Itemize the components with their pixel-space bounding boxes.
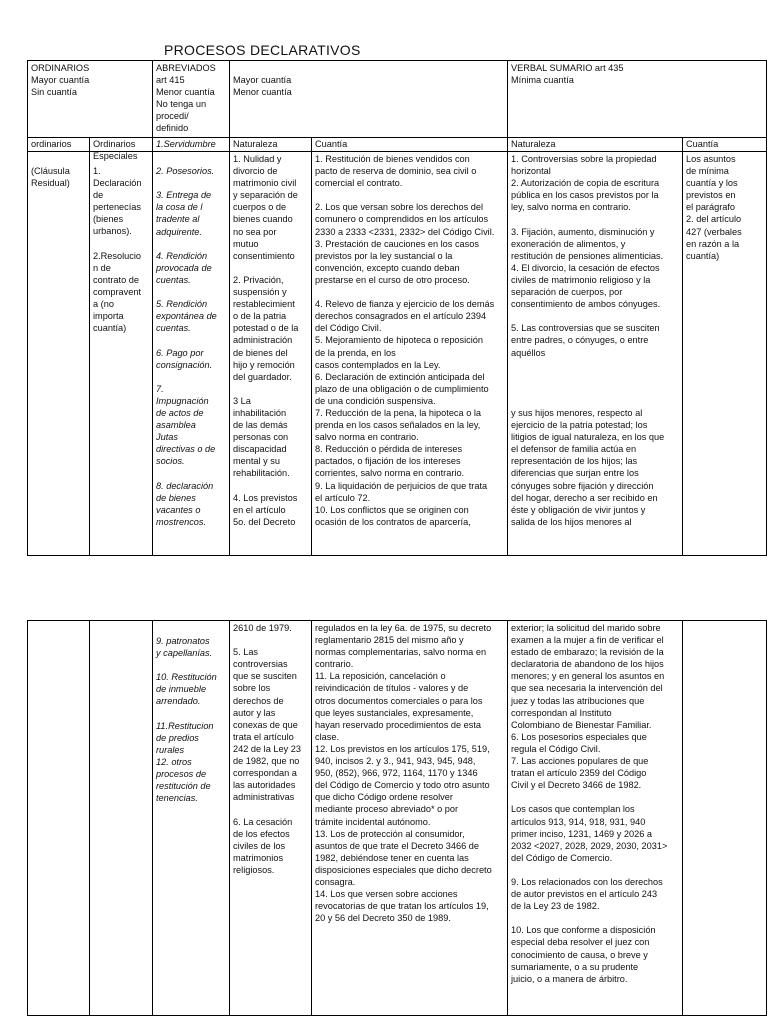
- subheader-ordinarios: ordinarios: [31, 139, 72, 149]
- subheader-naturaleza-sumario: Naturaleza: [511, 139, 556, 149]
- subheader-naturaleza-verbal: Naturaleza: [233, 139, 278, 149]
- cell-clausula-residual: (Cláusula Residual): [31, 166, 70, 189]
- p2-cell-sumario-naturaleza: exterior; la solicitud del marido sobre examen a la mujer a fin de verificar el estado de embarazo; la revisión de la declaratoria de abandono de los hijos menores; y en general los asuntos en que sea necesaria la intervención del juez y todas las atribuciones que correspondan al Instituto Colombiano de Bienestar Familiar. 6. Los posesorios especiales que regula el Código Civil. 7. Las acciones populares de que tratan el artículo 2359 del Código Civil y el Decreto 3466 de 1982. Los casos que contemplan los artículos 913, 914, 918, 931, 940 primer inciso, 1231, 1469 y 2026 a 2032 <2027, 2028, 2029, 2030, 2031> del Código de Comercio. 9. Los relacionados con los derechos de autor previstos en el artículo 243 de la Ley 23 de 1982. 10. Los que conforme a disposición especial deba resolver el juez con conocimiento de causa, o breve y sumariamente, o a su prudente juicio, o a manera de árbitro.: [511, 623, 668, 984]
- header-abreviados: ABREVIADOS art 415 Menor cuantía No tenga un procedi/ definido: [156, 63, 216, 134]
- procesos-table-page-2: [27, 620, 767, 1016]
- cell-abreviados-list: 2. Posesorios. 3. Entrega de la cosa de l tradente al adquirente. 4. Rendición provocada de cuentas. 5. Rendición expontánea de cuentas. 6. Pago por consignación. 7. Impugnación de actos de asamblea Jutas directivas o de socios. 8. declaración de bienes vacantes o mostrencos.: [156, 166, 217, 527]
- p2-col-divider-1: [89, 621, 90, 1015]
- p2-cell-verbales-naturaleza: 2610 de 1979. 5. Las controversias que se susciten sobre los derechos de autor y las conexas de que trata el artículo 242 de la Ley 23 de 1982, que no correspondan a las autoridades administrativas 6. La cesación de los efectos civiles de los matrimonios religiosos.: [233, 623, 301, 875]
- subheader-cuantia-verbal: Cuantía: [315, 139, 348, 149]
- p2-cell-verbales-cuantia: regulados en la ley 6a. de 1975, su decreto reglamentario 2815 del mismo año y normas complementarias, salvo norma en contrario. 11. La reposición, cancelación o reivindicación de títulos - valores y de otros documentos comerciales o para los que leyes sustanciales, expresamente, hayan reservado procedimientos de esta clase. 12. Los previstos en los artículos 175, 519, 940, incisos 2. y 3., 941, 943, 945, 948, 950, (852), 966, 972, 1164, 1170 y 1346 del Código de Comercio y todo otro asunto que dicho Código ordene resolver mediante proceso abreviado* o por trámite incidental autónomo. 13. Los de protección al consumidor, asuntos de que trate el Decreto 3466 de 1982, debiéndose tener en cuenta las disposiciones especiales que dicho decreto consagra. 14. Los que versen sobre acciones revocatorias de que tratan los artículos 19, 20 y 56 del Decreto 350 de 1989.: [315, 623, 492, 924]
- subheader-cuantia-sumario: Cuantía: [686, 139, 719, 149]
- p2-col-divider-6: [682, 621, 683, 1015]
- cell-verbales-naturaleza: 1. Nulidad y divorcio de matrimonio civil y separación de cuerpos o de bienes cuando no sea por mutuo consentimiento 2. Privación, suspensión y restablecimient o de la patria potestad o de la administración de bienes del hijo y remoción del guardador. 3 La inhabilitación de las demás personas con discapacidad mental y su rehabilitación. 4. Los previstos en el artículo 5o. del Decreto: [233, 154, 299, 527]
- header-verbales-title: [230, 62, 506, 74]
- header-sumario: VERBAL SUMARIO art 435 Mínima cuantía: [511, 63, 624, 86]
- p2-cell-abreviados-list: 9. patronatos y capellanías. 10. Restitución de inmueble arrendado. 11.Restitucion de predios rurales 12. otros procesos de restitución de tenencias.: [156, 636, 217, 804]
- cell-ordinarios-especiales: 1. Declaración de pertenecías (bienes urbanos). 2.Resolucio n de contrato de compravent a (no importa cuantía): [93, 166, 142, 334]
- cell-sumario-naturaleza: 1. Controversias sobre la propiedad horizontal 2. Autorización de copia de escritura pública en los casos previstos por la ley, salvo norma en contrario. 3. Fijación, aumento, disminución y exoneración de alimentos, y restitución de pensiones alimenticias. 4. El divorcio, la cesación de efectos civiles de matrimonio religioso y la separación de cuerpos, por consentimiento de ambos cónyuges. 5. Las controversias que se susciten entre padres, o cónyuges, o entre aquéllos y sus hijos menores, respecto al ejercicio de la patria potestad; los litigios de igual naturaleza, en los que el defensor de familia actúa en representación de los hijos; las diferencias que surjan entre los cónyuges sobre fijación y dirección del hogar, derecho a ser recibido en éste y obligación de vivir juntos y salida de los hijos menores al: [511, 154, 665, 527]
- header-verbales-sub: Mayor cuantía Menor cuantía: [233, 75, 292, 98]
- subheader-servidumbre: 1.Servidumbre: [156, 139, 216, 149]
- document-title: PROCESOS DECLARATIVOS: [164, 42, 361, 58]
- header-ordinarios: ORDINARIOS Mayor cuantía Sin cuantía: [31, 63, 90, 98]
- procesos-table-page-1: [27, 60, 767, 556]
- subheader-ordinarios-especiales: Ordinarios Especiales: [93, 139, 138, 162]
- cell-verbales-cuantia: 1. Restitución de bienes vendidos con pacto de reserva de dominio, sea civil o comercial el contrato. 2. Los que versan sobre los derechos del comunero o comprendidos en los artículos 2330 a 2333 <2331, 2332> del Código Civil. 3. Prestación de cauciones en los casos previstos por la ley sustancial o la convención, excepto cuando deban prestarse en el curso de otro proceso. 4. Relevo de fianza y ejercicio de los demás derechos consagrados en el artículo 2394 del Código Civil. 5. Mejoramiento de hipoteca o reposición de la prenda, en los casos contemplados en la Ley. 6. Declaración de extinción anticipada del plazo de una obligación o de cumplimiento de una condición suspensiva. 7. Reducción de la pena, la hipoteca o la prenda en los casos señalados en la ley, salvo norma en contrario. 8. Reducción o pérdida de intereses pactados, o fijación de los intereses corrientes, salvo norma en contrario. 9. La liquidación de perjuicios de que trata el artículo 72. 10. Los conflictos que se originen con ocasión de los contratos de aparcería,: [315, 154, 495, 527]
- cell-sumario-cuantia: Los asuntos de mínima cuantía y los previstos en el parágrafo 2. del artículo 427 (verbales en razón a la cuantía): [686, 154, 742, 261]
